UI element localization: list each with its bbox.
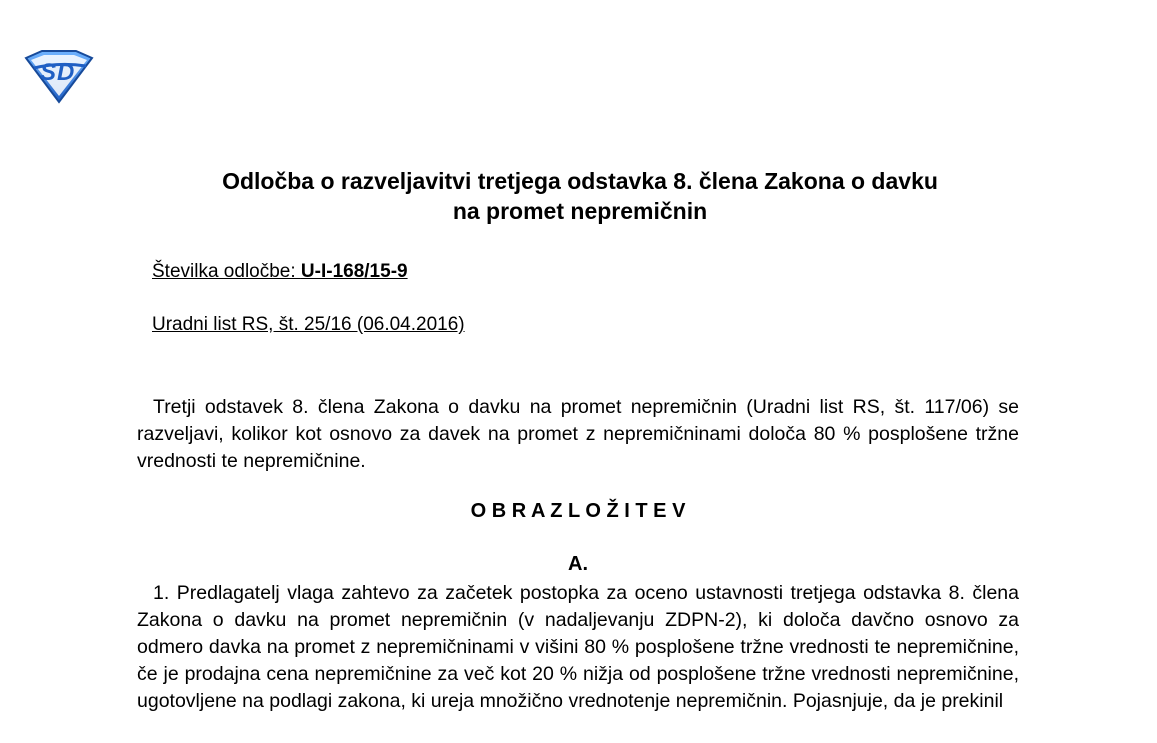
official-gazette-reference: Uradni list RS, št. 25/16 (06.04.2016) — [152, 314, 465, 335]
document-title — [120, 166, 1040, 226]
section-letter: A. — [568, 553, 588, 575]
decision-text: Tretji odstavek 8. člena Zakona o davku na promet nepremičnin (Uradni list RS, št. 117/06) se razveljavi, kolikor kot osnovo za davek na promet z nepremičninami določa 80 % posplošene tržne vrednosti te nepremičnine. — [137, 396, 1019, 472]
decision-number-value: U-I-168/15-9 — [300, 261, 408, 282]
decision-number — [152, 261, 408, 283]
title-line-2: na promet nepremičnin — [452, 198, 708, 224]
decision-number-label: Številka odločbe: — [152, 261, 301, 282]
paragraph-1: 1. Predlagatelj vlaga zahtevo za začetek postopka za oceno ustavnosti tretjega odstavka 8. člena Zakona o davku na promet nepremičnin (v nadaljevanju ZDPN-2), ki določa davčno osnovo za odmero davka na promet z nepremičninami v višini 80 % posplošene tržne vrednosti te nepremičnine, če je prodajna cena nepremičnine za več kot 20 % nižja od posplošene tržne vrednosti nepremičnine, ugotovljene na podlagi zakona, ki ureja množično vrednotenje nepremičnin. Pojasnjuje, da je prekinil — [137, 582, 1019, 712]
svg-text:S: S — [40, 59, 57, 86]
title-line-1: Odločba o razveljavitvi tretjega odstavka 8. člena Zakona o davku — [222, 168, 938, 194]
court-emblem-icon — [22, 48, 96, 104]
reasoning-heading: O B R A Z L O Ž I T E V — [470, 500, 686, 522]
svg-text:D: D — [57, 59, 75, 86]
